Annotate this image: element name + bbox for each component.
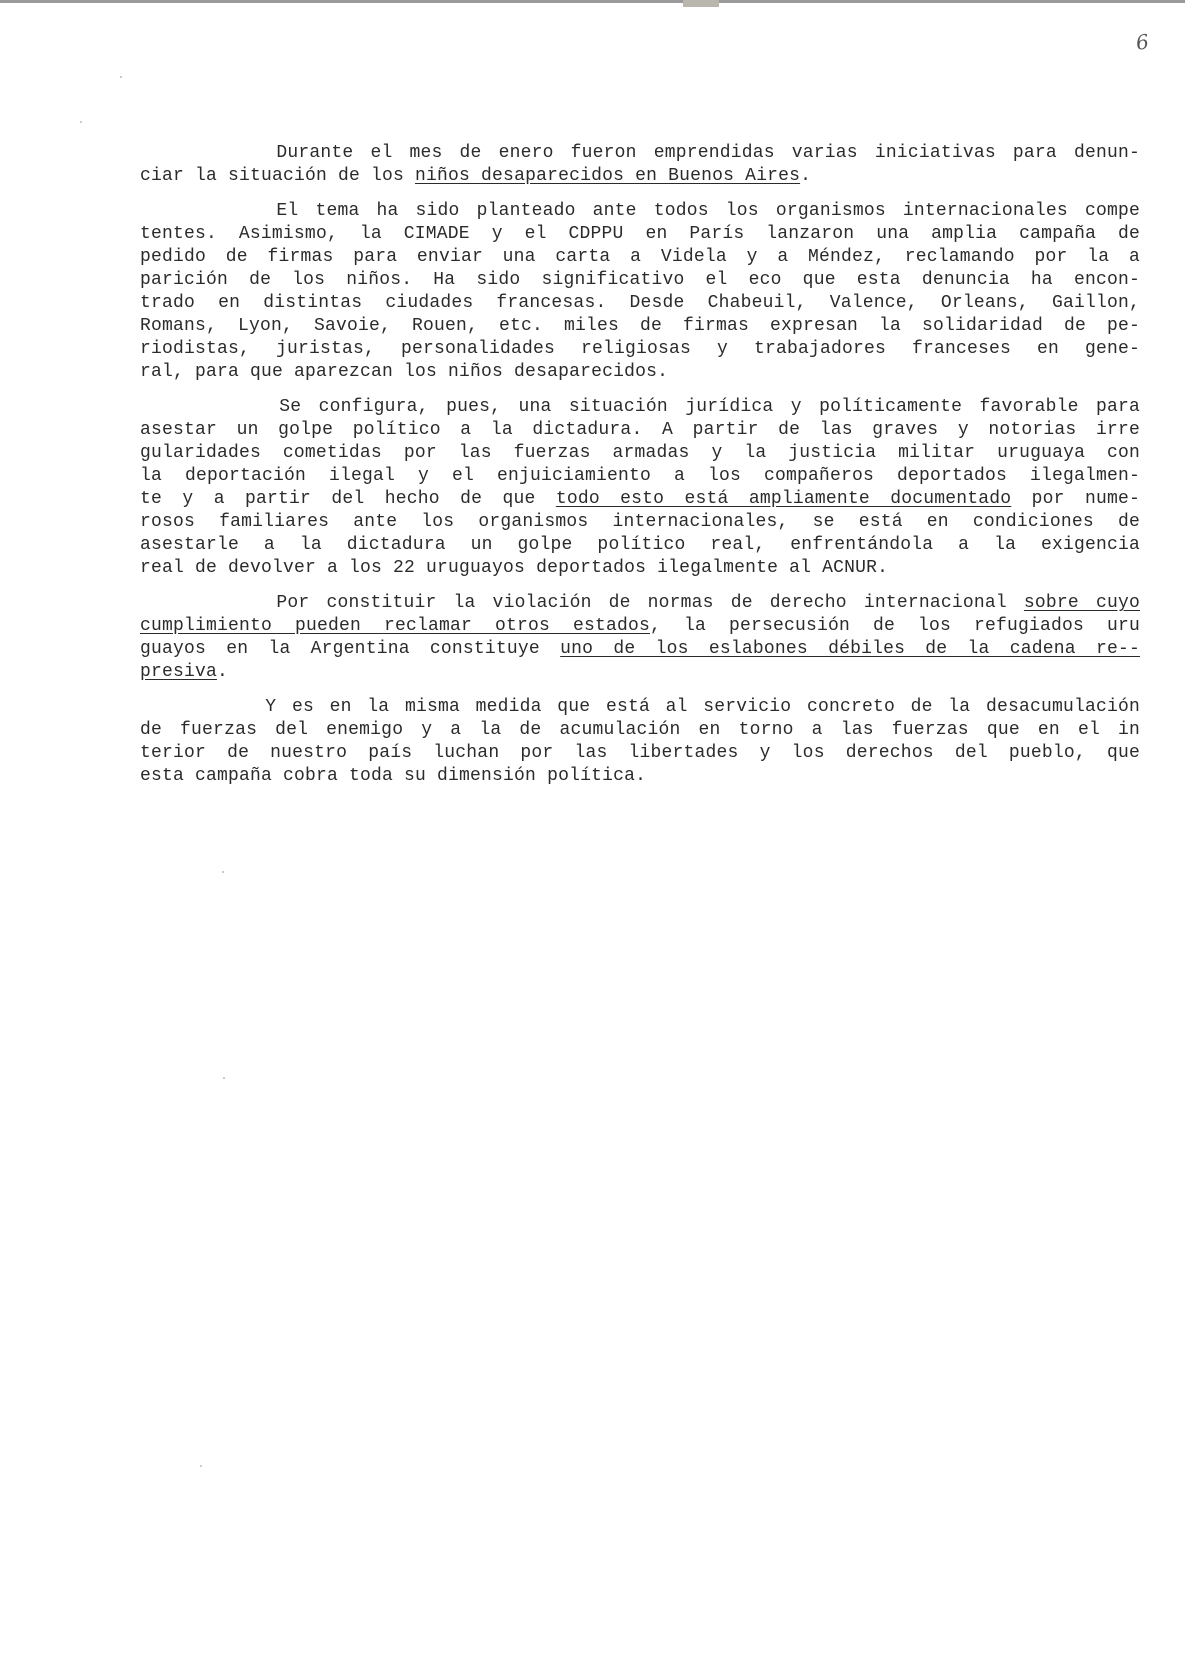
text-segment: real de devolver a los 22 uruguayos deportados ilegalmente al ACNUR.	[140, 558, 889, 578]
text-segment: riodistas, juristas, personalidades religiosas y trabajadores franceses en gene-	[140, 339, 1140, 359]
text-segment: Romans, Lyon, Savoie, Rouen, etc. miles de firmas expresan la solidaridad de pe-	[140, 316, 1140, 336]
text-line	[140, 142, 1140, 165]
text-segment: Se configura, pues, una situación jurídica y políticamente favorable para	[140, 397, 1140, 417]
document-body	[140, 142, 1140, 800]
text-segment: tentes. Asimismo, la CIMADE y el CDPPU en París lanzaron una amplia campaña de	[140, 224, 1140, 244]
paper-speck	[120, 76, 122, 78]
paragraph	[140, 200, 1140, 384]
text-segment: gularidades cometidas por las fuerzas armadas y la justicia militar uruguaya con	[140, 443, 1140, 463]
text-segment: de fuerzas del enemigo y a la de acumulación en torno a las fuerzas que en el in	[140, 720, 1140, 740]
page-top-edge	[0, 0, 1185, 3]
page-number: 6	[1134, 29, 1151, 55]
text-segment: asestar un golpe político a la dictadura. A partir de las graves y notorias irre	[140, 420, 1140, 440]
text-line	[140, 488, 1140, 511]
text-segment: la deportación ilegal y el enjuiciamiento a los compañeros deportados ilegalmen-	[140, 466, 1140, 486]
text-line	[140, 269, 1140, 292]
text-line	[140, 338, 1140, 361]
text-segment: .	[217, 662, 229, 682]
text-line	[140, 361, 1140, 384]
paper-speck	[223, 1077, 225, 1079]
text-line	[140, 315, 1140, 338]
text-line	[140, 661, 1140, 684]
text-segment: por nume-	[1011, 489, 1140, 509]
paper-speck	[80, 121, 82, 123]
text-segment: pedido de firmas para enviar una carta a Videla y a Méndez, reclamando por la a	[140, 247, 1140, 267]
paper-speck	[200, 1465, 202, 1467]
text-line	[140, 246, 1140, 269]
text-segment: El tema ha sido planteado ante todos los organismos internacionales compe	[140, 201, 1140, 221]
underlined-text: niños desaparecidos en Buenos Aires	[415, 166, 801, 186]
text-segment: .	[800, 166, 812, 186]
text-line	[140, 465, 1140, 488]
text-segment: te y a partir del hecho de que	[140, 489, 556, 509]
text-line	[140, 638, 1140, 661]
text-segment: trado en distintas ciudades francesas. Desde Chabeuil, Valence, Orleans, Gaillon,	[140, 293, 1140, 313]
text-segment: parición de los niños. Ha sido significativo el eco que esta denuncia ha encon-	[140, 270, 1140, 290]
text-line	[140, 200, 1140, 223]
paragraph	[140, 396, 1140, 580]
text-segment: asestarle a la dictadura un golpe político real, enfrentándola a la exigencia	[140, 535, 1140, 555]
text-segment: Y es en la misma medida que está al servicio concreto de la desacumulación	[140, 697, 1140, 717]
underlined-text: cumplimiento pueden reclamar otros estados	[140, 616, 651, 636]
binder-tab-mark	[683, 0, 719, 7]
paragraph	[140, 142, 1140, 188]
text-line	[140, 292, 1140, 315]
text-line	[140, 165, 1140, 188]
underlined-text: sobre cuyo	[1023, 593, 1140, 613]
text-line	[140, 696, 1140, 719]
text-segment: Durante el mes de enero fueron emprendidas varias iniciativas para denun-	[140, 143, 1140, 163]
text-line	[140, 719, 1140, 742]
text-segment: , la persecusión de los refugiados uru	[650, 616, 1140, 636]
text-line	[140, 615, 1140, 638]
text-line	[140, 742, 1140, 765]
text-segment: ciar la situación de los	[140, 166, 416, 186]
underlined-text: presiva	[140, 662, 218, 682]
text-line	[140, 442, 1140, 465]
text-segment: guayos en la Argentina constituye	[140, 639, 561, 659]
text-segment: rosos familiares ante los organismos internacionales, se está en condiciones de	[140, 512, 1140, 532]
underlined-text: todo esto está ampliamente documentado	[555, 489, 1012, 509]
text-segment: terior de nuestro país luchan por las libertades y los derechos del pueblo, que	[140, 743, 1140, 763]
underlined-text: uno de los eslabones débiles de la cadena re--	[560, 639, 1140, 659]
text-line	[140, 765, 1140, 788]
paper-speck	[222, 871, 224, 873]
text-line	[140, 557, 1140, 580]
text-segment: Por constituir la violación de normas de derecho internacional	[140, 593, 1024, 613]
paragraph	[140, 592, 1140, 684]
text-line	[140, 534, 1140, 557]
text-line	[140, 419, 1140, 442]
text-line	[140, 592, 1140, 615]
text-line	[140, 223, 1140, 246]
paragraph	[140, 696, 1140, 788]
text-line	[140, 396, 1140, 419]
text-segment: esta campaña cobra toda su dimensión política.	[140, 766, 647, 786]
text-line	[140, 511, 1140, 534]
text-segment: ral, para que aparezcan los niños desaparecidos.	[140, 362, 669, 382]
